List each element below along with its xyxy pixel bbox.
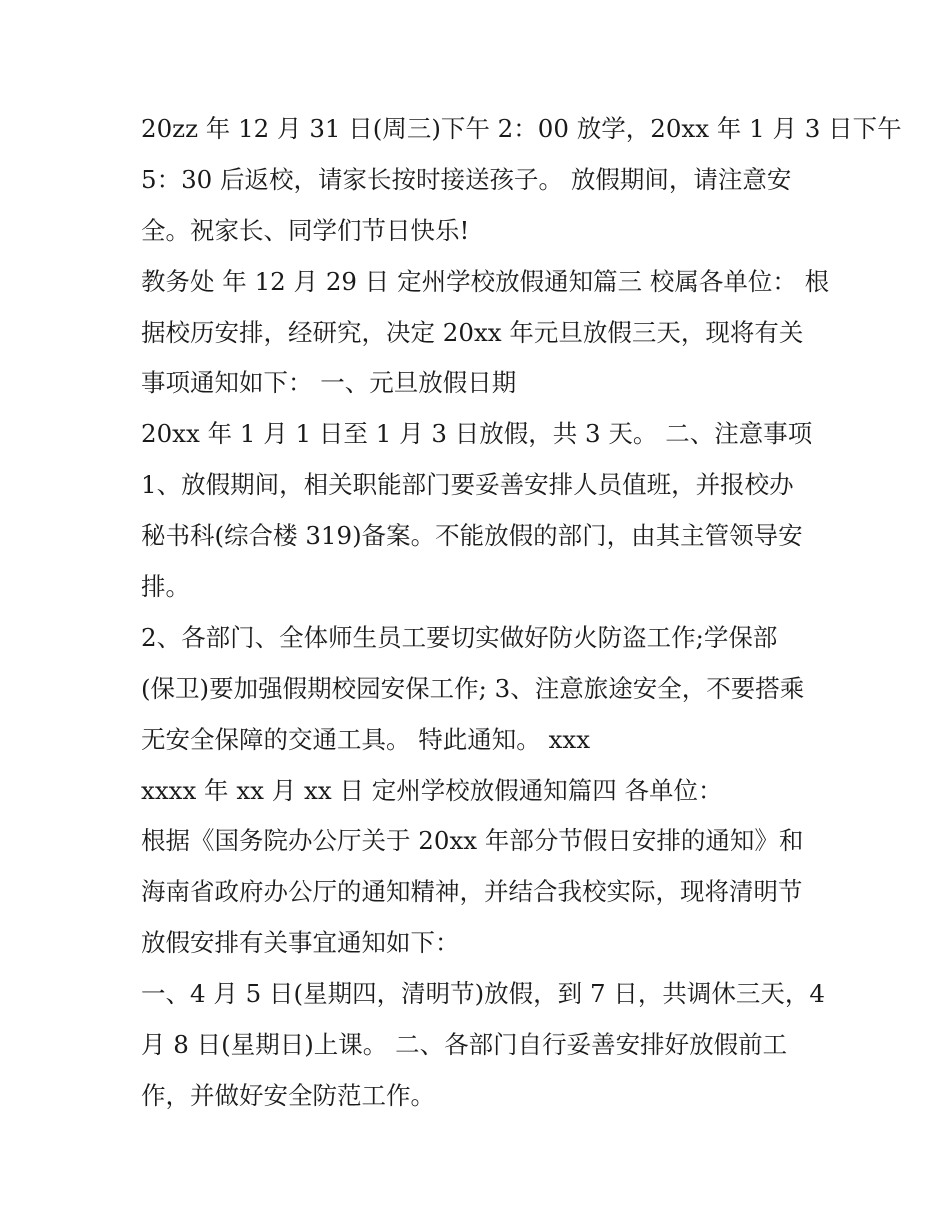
text-line: 作，并做好安全防范工作。: [141, 1080, 435, 1110]
text-line: 月 8 日(星期日)上课。 二、各部门自行妥善安排好放假前工: [141, 1030, 788, 1060]
text-line: 全。祝家长、同学们节日快乐!: [141, 215, 470, 245]
text-line: 根据《国务院办公厅关于 20xx 年部分节假日安排的通知》和: [141, 826, 804, 856]
text-line: 教务处 年 12 月 29 日 定州学校放假通知篇三 校属各单位： 根: [141, 266, 830, 296]
text-line: 据校历安排，经研究，决定 20xx 年元旦放假三天，现将有关: [141, 317, 804, 347]
text-line: 1、放假期间，相关职能部门要妥善安排人员值班，并报校办: [141, 470, 794, 500]
text-line: (保卫)要加强假期校园安保工作; 3、注意旅途安全，不要搭乘: [141, 673, 805, 703]
text-line: 一、4 月 5 日(星期四，清明节)放假，到 7 日，共调休三天，4: [141, 979, 825, 1009]
text-line: 2、各部门、全体师生员工要切实做好防火防盗工作;学保部: [141, 622, 778, 652]
text-line: 无安全保障的交通工具。 特此通知。 xxx: [141, 724, 591, 754]
text-line: 放假安排有关事宜通知如下：: [141, 928, 460, 958]
text-line: 20zz 年 12 月 31 日(周三)下午 2：00 放学，20xx 年 1 月 3 日下午: [141, 114, 902, 143]
text-line: 事项通知如下： 一、元旦放假日期: [141, 368, 517, 398]
text-line: xxxx 年 xx 月 xx 日 定州学校放假通知篇四 各单位：: [141, 775, 723, 805]
text-line: 排。: [141, 572, 190, 602]
text-line: 20xx 年 1 月 1 日至 1 月 3 日放假，共 3 天。 二、注意事项: [141, 419, 813, 449]
document-body: [141, 104, 902, 1122]
text-line: 秘书科(综合楼 319)备案。不能放假的部门，由其主管领导安: [141, 521, 803, 551]
text-line: 5：30 后返校，请家长按时接送孩子。 放假期间，请注意安: [141, 164, 792, 194]
text-line: 海南省政府办公厅的通知精神，并结合我校实际，现将清明节: [141, 877, 803, 907]
